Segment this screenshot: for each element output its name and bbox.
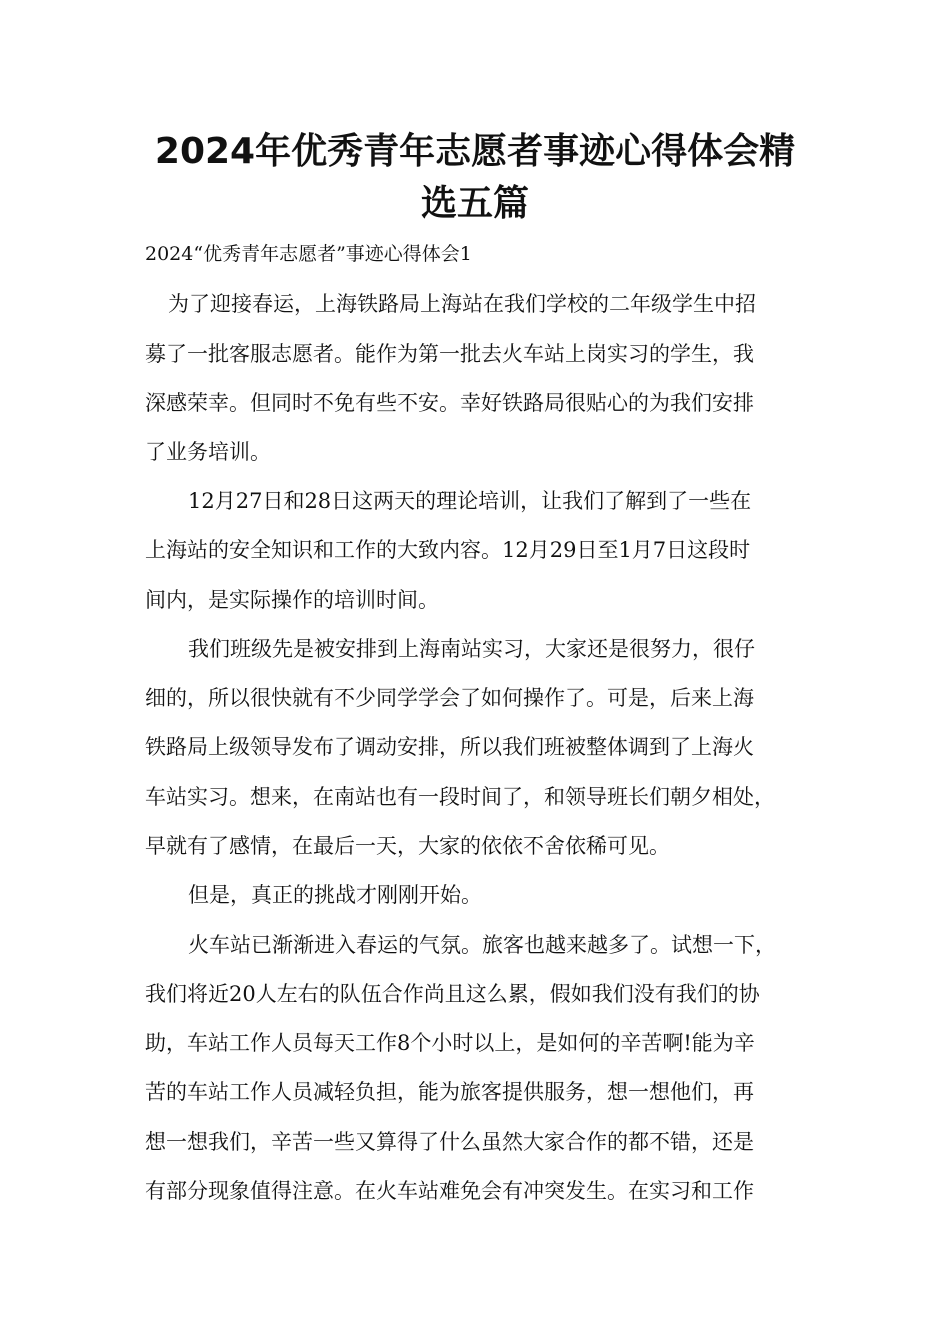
paragraph-line: 有部分现象值得注意。在火车站难免会有冲突发生。在实习和工作	[145, 1179, 754, 1203]
paragraph-line: 助，车站工作人员每天工作8个小时以上，是如何的辛苦啊!能为辛	[145, 1031, 755, 1055]
paragraph-line: 12月27日和28日这两天的理论培训，让我们了解到了一些在	[188, 489, 752, 513]
paragraph-line: 间内，是实际操作的培训时间。	[145, 588, 439, 612]
paragraph-line: 募了一批客服志愿者。能作为第一批去火车站上岗实习的学生，我	[145, 342, 754, 366]
paragraph-line: 为了迎接春运，上海铁路局上海站在我们学校的二年级学生中招	[168, 292, 756, 316]
paragraph-line: 我们班级先是被安排到上海南站实习，大家还是很努力，很仔	[188, 637, 755, 661]
paragraph-line: 我们将近20人左右的队伍合作尚且这么累，假如我们没有我们的协	[145, 982, 760, 1006]
paragraph-line: 早就有了感情，在最后一天，大家的依依不舍依稀可见。	[145, 834, 670, 858]
paragraph-line: 铁路局上级领导发布了调动安排，所以我们班被整体调到了上海火	[145, 735, 754, 759]
paragraph-line: 上海站的安全知识和工作的大致内容。12月29日至1月7日这段时	[145, 538, 751, 562]
section-heading: 2024“优秀青年志愿者”事迹心得体会1	[145, 243, 472, 265]
paragraph-line: 火车站已渐渐进入春运的气氛。旅客也越来越多了。试想一下，	[188, 933, 776, 957]
paragraph-line: 深感荣幸。但同时不免有些不安。幸好铁路局很贴心的为我们安排	[145, 391, 754, 415]
paragraph-line: 但是，真正的挑战才刚刚开始。	[188, 883, 482, 907]
paragraph-line: 细的，所以很快就有不少同学学会了如何操作了。可是，后来上海	[145, 686, 754, 710]
document-title-line-2: 选五篇	[420, 183, 529, 224]
paragraph-line: 想一想我们，辛苦一些又算得了什么虽然大家合作的都不错，还是	[145, 1130, 754, 1154]
paragraph-line: 车站实习。想来，在南站也有一段时间了，和领导班长们朝夕相处，	[145, 785, 775, 809]
document-title-line-1: 2024年优秀青年志愿者事迹心得体会精	[154, 131, 796, 172]
paragraph-line: 了业务培训。	[145, 440, 271, 464]
paragraph-line: 苦的车站工作人员减轻负担，能为旅客提供服务，想一想他们，再	[145, 1080, 754, 1104]
